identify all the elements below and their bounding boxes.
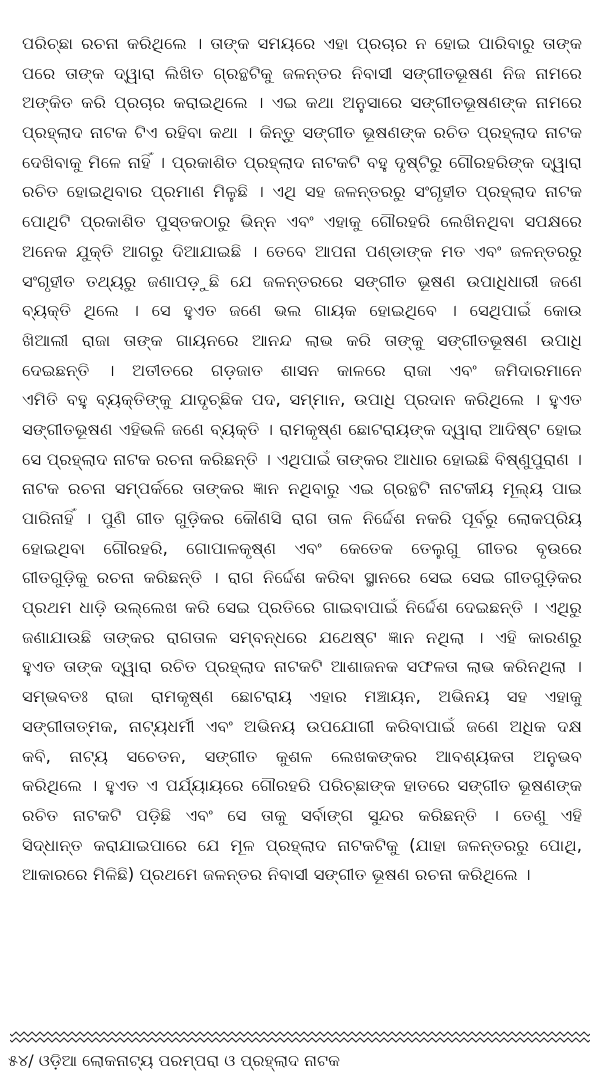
text-line: ରଚିତ ନାଟକଟି ପଡ଼ିଛି ଏବଂ ସେ ତାକୁ ସର୍ବାଙ୍ଗ ସୁନ୍ଦର କରିଛନ୍ତି । ତେଣୁ ଏହି (22, 805, 582, 825)
text-line: ଖିଆଲୀ ରାଜା ତାଙ୍କ ଗାୟନରେ ଆନନ୍ଦ ଲାଭ କରି ତାଙ୍କୁ ସଙ୍ଗୀତଭୂଷଣ ଉପାଧି (22, 330, 582, 350)
body-text (22, 29, 582, 890)
text-line: ଦେଖିବାକୁ ମିଳେ ନାହିଁ । ପ୍ରକାଶିତ ପ୍ରହ୍ଲାଦ ନାଟକଟି ବହୁ ଦୃଷ୍ଟିରୁ ଗୌରହରିଙ୍କ ଦ୍ୱାରା (22, 152, 582, 172)
text-line: ଏମିତି ବହୁ ବ୍ୟକ୍ତିଙ୍କୁ ଯାଦୃଚ୍ଛିକ ପଦ, ସମ୍ମାନ, ଉପାଧି ପ୍ରଦାନ କରିଥିଲେ । ହୁଏତ (22, 390, 582, 410)
text-line: ହୋଇଥିବା ଗୌରହରି, ଗୋପାଳକୃଷ୍ଣ ଏବଂ କେତେକ ତେଲୁଗୁ ଗୀତର ବୃଉରେ (22, 538, 582, 558)
text-line: ପ୍ରଥମ ଧାଡ଼ି ଉଲ୍ଲେଖ କରି ସେଇ ପ୍ରତିରେ ଗାଇବାପାଇଁ ନିର୍ଦ୍ଦେଶ ଦେଇଛନ୍ତି । ଏଥିରୁ (22, 598, 582, 618)
text-line: ରଚିତ ହୋଇଥିବାର ପ୍ରମାଣ ମିଳୁଛି । ଏଥି ସହ ଜଳନ୍ତରରୁ ସଂଗୃହୀତ ପ୍ରହ୍ଲାଦ ନାଟକ (22, 182, 582, 202)
text-line: ଅଙ୍କିତ କରି ପ୍ରଚାର କରାଇଥିଲେ । ଏଇ କଥା ଅନୁସାରେ ସଙ୍ଗୀତଭୂଷଣଙ୍କ ନାମରେ (22, 93, 582, 113)
text-line: ପାରିନାହିଁ । ପୁଣି ଗୀତ ଗୁଡ଼ିକର କୌଣସି ରାଗ ତାଳ ନିର୍ଦ୍ଦେଶ ନକରି ପୂର୍ବରୁ ଲୋକପ୍ରିୟ (22, 509, 582, 528)
text-line: ପ୍ରହ୍ଲାଦ ନାଟକ ଟିଏ ରହିବା କଥା । କିନ୍ତୁ ସଙ୍ଗୀତ ଭୂଷଣଙ୍କ ରଚିତ ପ୍ରହ୍ଲାଦ ନାଟକ (22, 123, 582, 143)
text-line: ଜଣାଯାଉଛି ତାଙ୍କର ରାଗତାଳ ସମ୍ବନ୍ଧରେ ଯଥେଷ୍ଟ ଜ୍ଞାନ ନଥିଲା । ଏହି କାରଣରୁ (22, 627, 582, 647)
text-line: ଆକାରରେ ମିଳିଛି) ପ୍ରଥମେ ଜଳନ୍ତର ନିବାସୀ ସଙ୍ଗୀତ ଭୂଷଣ ରଚନା କରିଥିଲେ । (22, 865, 531, 885)
text-line: ନାଟକ ରଚନା ସମ୍ପର୍କରେ ତାଙ୍କର ଜ୍ଞାନ ନଥିବାରୁ ଏଇ ଗ୍ରନ୍ଥଟି ନାଟକୀୟ ମୂଲ୍ୟ ପାଇ (22, 479, 582, 499)
text-line: କବି, ନାଟ୍ୟ ସଚେତନ, ସଙ୍ଗୀତ କୁଶଳ ଲେଖକଙ୍କର ଆବଶ୍ୟକତା ଅନୁଭବ (22, 746, 582, 766)
text-line: ଗୀତଗୁଡ଼ିକୁ ରଚନା କରିଛନ୍ତି । ରାଗ ନିର୍ଦ୍ଦେଶ କରିବା ସ୍ଥାନରେ ସେଇ ସେଇ ଗୀତଗୁଡ଼ିକର (22, 568, 582, 588)
text-line: ହୁଏତ ତାଙ୍କ ଦ୍ୱାରା ରଚିତ ପ୍ରହ୍ଲାଦ ନାଟକଟି ଆଶାଜନକ ସଫଳତା ଲାଭ କରିନଥିଲା । (22, 657, 582, 677)
wavy-divider (10, 1030, 590, 1044)
text-line: ପୋଥିଟି ପ୍ରକାଶିତ ପୁସ୍ତକଠାରୁ ଭିନ୍ନ ଏବଂ ଏହାକୁ ଗୌରହରି ଲେଖିନଥିବା ସପକ୍ଷରେ (22, 212, 582, 232)
text-line: ପରେ ତାଙ୍କ ଦ୍ୱାରା ଲିଖିତ ଗ୍ରନ୍ଥଟିକୁ ଜଳନ୍ତର ନିବାସୀ ସଙ୍ଗୀତଭୂଷଣ ନିଜ ନାମରେ (22, 63, 582, 83)
page-footer: ୫୪/ ଓଡ଼ିଆ ଲୋକନାଟ୍ୟ ପରମ୍ପରା ଓ ପ୍ରହ୍ଲାଦ ନାଟକ (8, 1051, 340, 1070)
text-line: ସଙ୍ଗୀତାତ୍ମକ, ନାଟ୍ୟଧର୍ମୀ ଏବଂ ଅଭିନୟ ଉପଯୋଗୀ କରିବାପାଇଁ ଜଣେ ଅଧିକ ଦକ୍ଷ (22, 716, 582, 736)
text-line: ଦେଇଛନ୍ତି । ଅତୀତରେ ଗଡ଼ଜାତ ଶାସନ କାଳରେ ରାଜା ଏବଂ ଜମିଦାରମାନେ (22, 360, 582, 380)
text-line: ପରିଚ୍ଛା ରଚନା କରିଥିଲେ । ତାଙ୍କ ସମୟରେ ଏହା ପ୍ରଚାର ନ ହୋଇ ପାରିବାରୁ ତାଙ୍କ (22, 34, 582, 53)
text-line: ସଙ୍ଗୀତଭୂଷଣ ଏହିଭଳି ଜଣେ ବ୍ୟକ୍ତି । ରାମକୃଷ୍ଣ ଛୋଟରାୟଙ୍କ ଦ୍ୱାରା ଆଦିଷ୍ଟ ହୋଇ (22, 419, 582, 439)
text-line: କରିଥିଲେ । ହୁଏତ ଏ ପର୍ଯ୍ୟାୟରେ ଗୌରହରି ପରିଚ୍ଛାଙ୍କ ହାତରେ ସଙ୍ଗୀତ ଭୂଷଣଙ୍କ (22, 776, 582, 796)
text-line: ଅନେକ ଯୁକ୍ତି ଆଗରୁ ଦିଆଯାଇଛି । ତେବେ ଆପନା ପଣ୍ଡାଙ୍କ ମତ ଏବଂ ଜଳନ୍ତରରୁ (22, 241, 582, 261)
text-line: ବ୍ୟକ୍ତି ଥିଲେ । ସେ ହୁଏତ ଜଣେ ଭଲ ଗାୟକ ହୋଇଥିବେ । ସେଥିପାଇଁ କୋଉ (22, 301, 582, 321)
text-line: ସମ୍ଭବତଃ ରାଜା ରାମକୃଷ୍ଣ ଛୋଟରାୟ ଏହାର ମଞ୍ଚାୟନ, ଅଭିନୟ ସହ ଏହାକୁ (22, 687, 582, 707)
text-line: ସଂଗୃହୀତ ତଥ୍ୟରୁ ଜଣାପଡ଼ୁଛି ଯେ ଜଳନ୍ତରରେ ସଙ୍ଗୀତ ଭୂଷଣ ଉପାଧିଧାରୀ ଜଣେ (22, 271, 582, 291)
text-line: ସେ ପ୍ରହ୍ଲାଦ ନାଟକ ରଚନା କରିଛନ୍ତି । ଏଥିପାଇଁ ତାଙ୍କର ଆଧାର ହୋଇଛି ବିଷ୍ଣୁପୁରାଣ । (22, 449, 582, 469)
text-line: ସିଦ୍ଧାନ୍ତ କରାଯାଇପାରେ ଯେ ମୂଳ ପ୍ରହ୍ଲାଦ ନାଟକଟିକୁ (ଯାହା ଜଳନ୍ତରରୁ ପୋଥି, (22, 835, 582, 855)
